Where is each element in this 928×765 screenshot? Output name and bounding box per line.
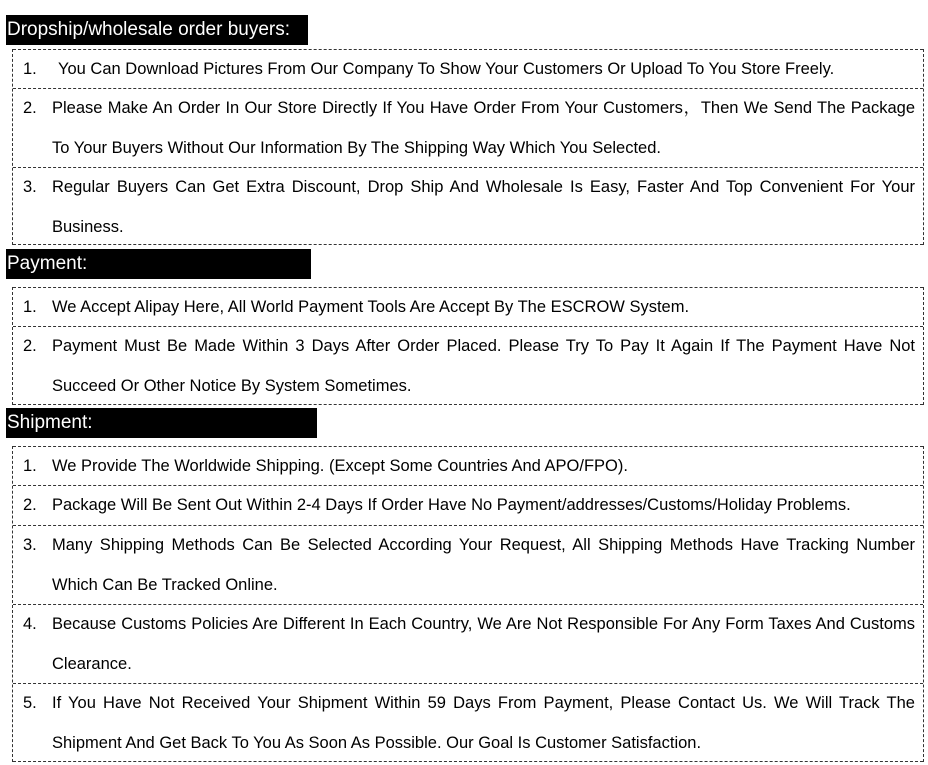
list-item	[13, 326, 923, 405]
shipment-list	[12, 446, 924, 762]
section-title-payment: Payment:	[6, 249, 311, 279]
list-item	[13, 88, 923, 167]
item-text: If You Have Not Received Your Shipment Within 59 Days From Payment, Please Contact Us. We Will Track The Shipment And Get Back To You As Soon As Possible. Our Goal Is Customer Satisfaction.	[52, 694, 915, 752]
item-text: Many Shipping Methods Can Be Selected According Your Request, All Shipping Methods Have Tracking Number Which Can Be Tracked Online.	[52, 536, 915, 594]
item-text: Regular Buyers Can Get Extra Discount, Drop Ship And Wholesale Is Easy, Faster And Top Convenient For Your Business.	[52, 178, 915, 236]
dropship-list	[12, 49, 924, 245]
item-text: We Accept Alipay Here, All World Payment Tools Are Accept By The ESCROW System.	[52, 298, 690, 316]
item-number: 1.	[23, 298, 37, 316]
item-number: 3.	[23, 178, 37, 196]
list-item	[13, 683, 923, 762]
item-text: Please Make An Order In Our Store Directly If You Have Order From Your Customers，Then We Send The Package To Your Buyers Without Our Information By The Shipping Way Which You Selected.	[52, 99, 915, 157]
item-text: Package Will Be Sent Out Within 2-4 Days If Order Have No Payment/addresses/Customs/Holiday Problems.	[52, 496, 851, 514]
list-item	[13, 485, 923, 525]
list-item	[13, 604, 923, 683]
item-number: 1.	[23, 60, 37, 78]
item-text: Because Customs Policies Are Different In Each Country, We Are Not Responsible For Any Form Taxes And Customs Clearance.	[52, 615, 915, 673]
list-item	[13, 167, 923, 245]
item-text: We Provide The Worldwide Shipping. (Except Some Countries And APO/FPO).	[52, 457, 628, 475]
list-item	[13, 446, 923, 485]
list-item	[13, 287, 923, 326]
item-number: 2.	[23, 496, 37, 514]
item-number: 1.	[23, 457, 37, 475]
item-text: Payment Must Be Made Within 3 Days After Order Placed. Please Try To Pay It Again If The Payment Have Not Succeed Or Other Notice By System Sometimes.	[52, 337, 915, 395]
item-number: 3.	[23, 536, 37, 554]
item-number: 2.	[23, 337, 37, 355]
section-title-shipment: Shipment:	[6, 408, 317, 438]
section-title-dropship: Dropship/wholesale order buyers:	[6, 15, 308, 45]
list-item	[13, 49, 923, 88]
item-number: 2.	[23, 99, 37, 117]
item-number: 4.	[23, 615, 37, 633]
item-text: You Can Download Pictures From Our Company To Show Your Customers Or Upload To You Store Freely.	[58, 60, 835, 78]
list-item	[13, 525, 923, 604]
item-number: 5.	[23, 694, 37, 712]
payment-list	[12, 287, 924, 405]
